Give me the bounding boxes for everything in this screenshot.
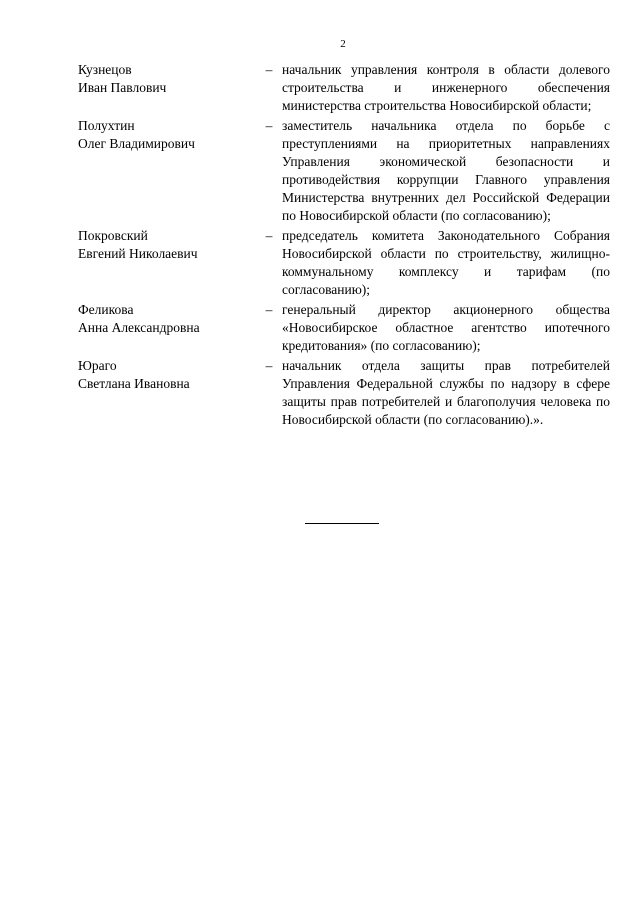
member-surname: Полухтин	[78, 118, 135, 133]
member-dash: –	[265, 62, 273, 77]
member-entry	[78, 301, 610, 355]
member-entry	[78, 227, 610, 299]
member-surname: Феликова	[78, 302, 134, 317]
member-list	[78, 61, 610, 431]
member-dash: –	[265, 302, 273, 317]
member-entry	[78, 61, 610, 115]
member-role: заместитель начальника отдела по борьбе с преступлениями на приоритетных направлениях Управления экономической безопасности и противодействия коррупции Главного управления Министерства внутренних дел Российской Федерации по Новосибирской области (по согласованию);	[282, 118, 610, 223]
member-role: начальник управления контроля в области долевого строительства и инженерного обеспечения министерства строительства Новосибирской области;	[282, 62, 610, 113]
member-given-names: Анна Александровна	[78, 320, 200, 335]
member-surname: Юраго	[78, 358, 117, 373]
member-given-names: Светлана Ивановна	[78, 376, 190, 391]
member-dash: –	[265, 118, 273, 133]
member-dash: –	[265, 358, 273, 373]
member-role: начальник отдела защиты прав потребителей Управления Федеральной службы по надзору в сфере защиты прав потребителей и благополучия человека по Новосибирской области (по согласованию).».	[282, 358, 610, 427]
page-number: 2	[340, 38, 346, 50]
member-entry	[78, 117, 610, 225]
closing-rule	[305, 523, 379, 524]
member-given-names: Олег Владимирович	[78, 136, 195, 151]
member-name	[78, 301, 256, 355]
member-role: генеральный директор акционерного общества «Новосибирское областное агентство ипотечного кредитования» (по согласованию);	[282, 302, 610, 353]
member-name	[78, 227, 256, 299]
member-name	[78, 117, 256, 225]
member-given-names: Евгений Николаевич	[78, 246, 198, 261]
member-name	[78, 61, 256, 115]
member-dash: –	[265, 228, 273, 243]
member-given-names: Иван Павлович	[78, 80, 167, 95]
member-entry	[78, 357, 610, 429]
member-role: председатель комитета Законодательного Собрания Новосибирской области по строительству, жилищно-коммунальному комплексу и тарифам (по согласованию);	[282, 228, 610, 297]
member-surname: Кузнецов	[78, 62, 132, 77]
member-surname: Покровский	[78, 228, 148, 243]
member-name	[78, 357, 256, 429]
